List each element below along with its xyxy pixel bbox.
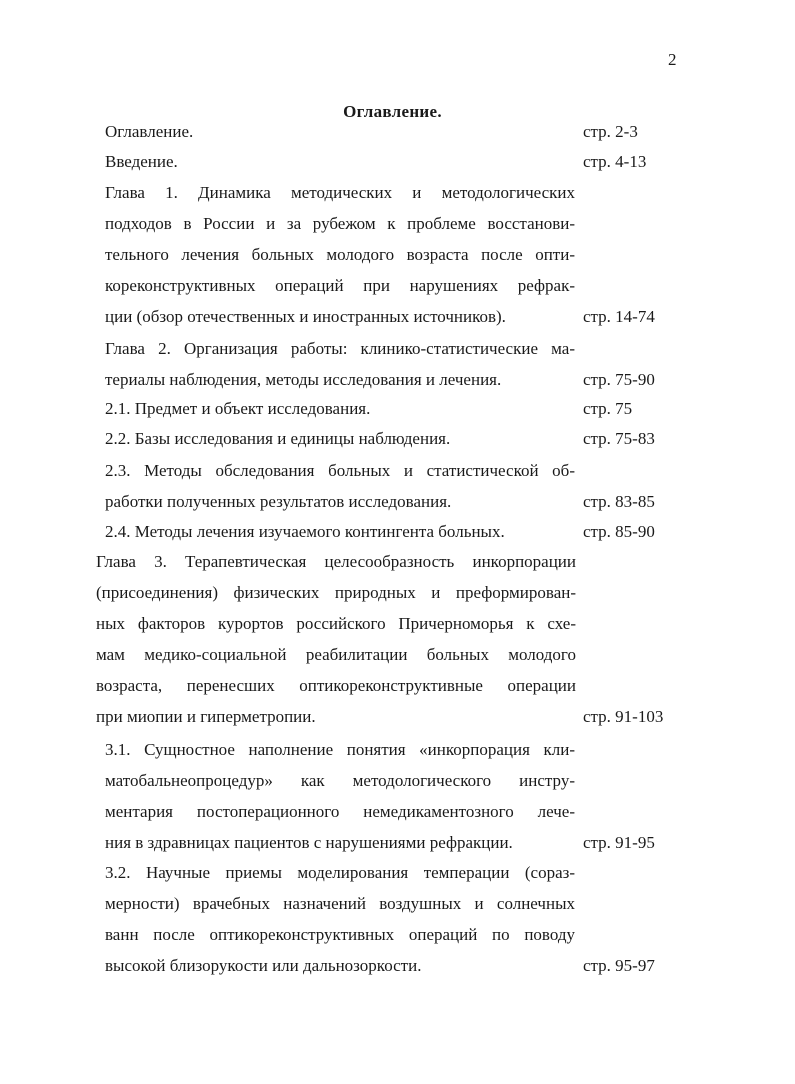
toc-entry-text — [105, 116, 575, 147]
toc-entry-line: ных факторов курортов российского Причерноморья к схе- — [96, 614, 576, 633]
toc-entry-page: стр. 91-95 — [583, 833, 655, 852]
toc-entry-line: при миопии и гиперметропии. — [96, 707, 316, 726]
toc-entry-text — [105, 177, 575, 332]
toc-entry-line: возраста, перенесших оптикореконструктивные операции — [96, 676, 576, 695]
toc-entry-line: Глава 1. Динамика методических и методологических — [105, 183, 575, 202]
toc-entry-text — [96, 546, 576, 732]
toc-entry-line: (присоединения) физических природных и преформирован- — [96, 583, 576, 602]
toc-entry-page: стр. 83-85 — [583, 492, 655, 511]
toc-entry-page: стр. 2-3 — [583, 122, 638, 141]
toc-entry-line: кореконструктивных операций при нарушениях рефрак- — [105, 276, 575, 295]
toc-entry-line: 2.1. Предмет и объект исследования. — [105, 399, 371, 418]
toc-entry-line: териалы наблюдения, методы исследования и лечения. — [105, 370, 502, 389]
toc-title: Оглавление. — [343, 102, 442, 121]
toc-entry-text — [105, 455, 575, 517]
toc-entry-text — [105, 516, 575, 547]
toc-entry-text — [105, 333, 575, 395]
toc-entry-line: 2.2. Базы исследования и единицы наблюдения. — [105, 429, 451, 448]
toc-entry-line: матобальнеопроцедур» как методологического инстру- — [105, 771, 575, 790]
toc-entry-page: стр. 85-90 — [583, 522, 655, 541]
toc-entry-text — [105, 146, 575, 177]
toc-entry-line: работки полученных результатов исследования. — [105, 492, 452, 511]
toc-entry-line: тельного лечения больных молодого возраста после опти- — [105, 245, 575, 264]
toc-entry-line: ментария постоперационного немедикаментозного лече- — [105, 802, 575, 821]
toc-entry-line: мам медико-социальной реабилитации больных молодого — [96, 645, 576, 664]
toc-entry-page: стр. 14-74 — [583, 307, 655, 326]
toc-entry-line: 3.1. Сущностное наполнение понятия «инкорпорация кли- — [105, 740, 575, 759]
toc-entry-text — [105, 393, 575, 424]
page-number: 2 — [668, 50, 677, 69]
toc-entry-page: стр. 75 — [583, 399, 633, 418]
toc-entry-page: стр. 75-83 — [583, 429, 655, 448]
toc-entry-line: 3.2. Научные приемы моделирования темперации (сораз- — [105, 863, 575, 882]
toc-entry-line: ции (обзор отечественных и иностранных источников). — [105, 307, 506, 326]
toc-entry-line: высокой близорукости или дальнозоркости. — [105, 956, 422, 975]
toc-entry-text — [105, 423, 575, 454]
toc-entry-line: 2.4. Методы лечения изучаемого контингента больных. — [105, 522, 505, 541]
toc-entry-line: Оглавление. — [105, 122, 194, 141]
toc-entry-page: стр. 91-103 — [583, 707, 664, 726]
toc-entry-page: стр. 95-97 — [583, 956, 655, 975]
toc-entry-line: Введение. — [105, 152, 178, 171]
toc-entry-line: Глава 3. Терапевтическая целесообразность инкорпорации — [96, 552, 576, 571]
toc-entry-text — [105, 734, 575, 858]
toc-entry-line: ния в здравницах пациентов с нарушениями рефракции. — [105, 833, 513, 852]
toc-entry-line: мерности) врачебных назначений воздушных и солнечных — [105, 894, 575, 913]
toc-entry-line: подходов в России и за рубежом к проблеме восстанови- — [105, 214, 575, 233]
toc-entry-text — [105, 857, 575, 981]
toc-entry-page: стр. 75-90 — [583, 370, 655, 389]
toc-entry-line: Глава 2. Организация работы: клинико-статистические ма- — [105, 339, 575, 358]
toc-entry-page: стр. 4-13 — [583, 152, 647, 171]
toc-entry-line: 2.3. Методы обследования больных и статистической об- — [105, 461, 575, 480]
toc-entry-line: ванн после оптикореконструктивных операций по поводу — [105, 925, 575, 944]
